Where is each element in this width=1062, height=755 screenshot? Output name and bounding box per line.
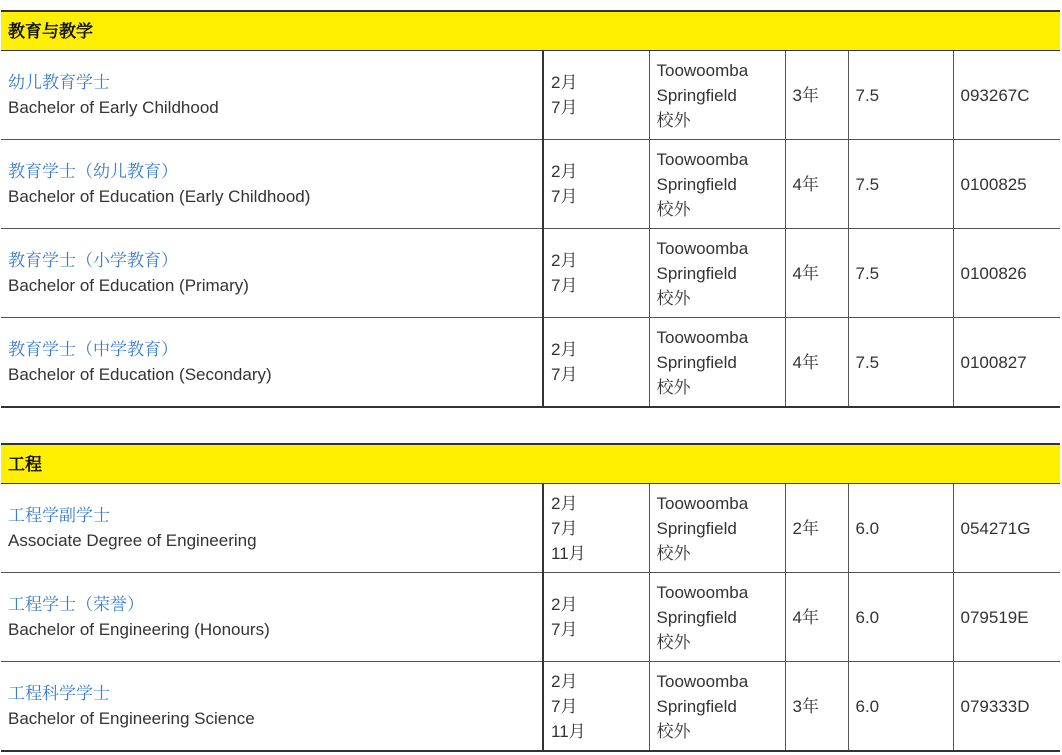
cricos-cell: 0100825 xyxy=(953,140,1060,229)
intake-month: 7月 xyxy=(551,518,578,538)
program-name-en: Bachelor of Engineering (Honours) xyxy=(8,620,270,639)
program-link[interactable]: 工程学副学士 xyxy=(8,506,110,525)
intake-month: 7月 xyxy=(551,98,578,117)
duration-cell: 3年 xyxy=(785,51,848,140)
program-link[interactable]: 工程科学学士 xyxy=(8,684,110,703)
campus-name: 校外 xyxy=(656,110,691,130)
campus-cell xyxy=(649,573,785,662)
table-row xyxy=(1,229,1060,318)
campus-name: Toowoomba xyxy=(656,238,749,258)
intake-month: 7月 xyxy=(551,276,578,295)
program-name-en: Associate Degree of Engineering xyxy=(8,531,257,550)
campus-cell xyxy=(649,318,785,408)
intake-month: 11月 xyxy=(551,543,586,563)
campus-name: 校外 xyxy=(656,543,691,563)
table-row xyxy=(1,318,1060,408)
campus-cell xyxy=(649,140,785,229)
table-row xyxy=(1,140,1060,229)
program-link[interactable]: 教育学士（中学教育） xyxy=(8,340,178,359)
intake-month: 2月 xyxy=(551,162,578,181)
cricos-cell: 079519E xyxy=(953,573,1060,662)
duration-cell: 2年 xyxy=(785,484,848,573)
campus-name: 校外 xyxy=(656,377,691,397)
campus-name: Springfield xyxy=(656,85,737,105)
intake-month: 2月 xyxy=(551,493,578,513)
campus-name: Toowoomba xyxy=(656,60,749,80)
section-engineering xyxy=(1,443,1060,752)
intake-cell xyxy=(543,662,649,752)
intake-month: 2月 xyxy=(551,340,578,359)
section-education xyxy=(1,10,1060,408)
duration-cell: 4年 xyxy=(785,318,848,408)
duration-cell: 3年 xyxy=(785,662,848,752)
program-name-en: Bachelor of Education (Secondary) xyxy=(8,365,272,384)
campus-cell xyxy=(649,229,785,318)
program-link[interactable]: 工程学士（荣誉） xyxy=(8,595,144,614)
program-name-en: Bachelor of Engineering Science xyxy=(8,709,255,728)
ielts-cell: 7.5 xyxy=(848,229,953,318)
campus-name: Toowoomba xyxy=(656,493,749,513)
campus-name: Springfield xyxy=(656,607,737,627)
intake-month: 2月 xyxy=(551,671,578,691)
cricos-cell: 054271G xyxy=(953,484,1060,573)
campus-name: 校外 xyxy=(656,288,691,308)
program-name-cell xyxy=(1,318,543,408)
program-name-en: Bachelor of Education (Primary) xyxy=(8,276,249,295)
section-title: 工程 xyxy=(1,444,1060,484)
ielts-cell: 6.0 xyxy=(848,484,953,573)
intake-cell xyxy=(543,140,649,229)
intake-month: 7月 xyxy=(551,187,578,206)
campus-name: Toowoomba xyxy=(656,149,749,169)
cricos-cell: 079333D xyxy=(953,662,1060,752)
intake-month: 2月 xyxy=(551,251,578,270)
intake-month: 7月 xyxy=(551,696,578,716)
campus-name: Springfield xyxy=(656,174,737,194)
campus-cell xyxy=(649,662,785,752)
intake-cell xyxy=(543,51,649,140)
intake-month: 7月 xyxy=(551,620,578,639)
intake-cell xyxy=(543,318,649,408)
intake-cell xyxy=(543,484,649,573)
campus-name: 校外 xyxy=(656,632,691,652)
campus-name: Springfield xyxy=(656,352,737,372)
campus-name: 校外 xyxy=(656,721,691,741)
section-title: 教育与教学 xyxy=(1,11,1060,51)
programs-table-education xyxy=(1,10,1060,408)
programs-table-engineering xyxy=(1,443,1060,752)
duration-cell: 4年 xyxy=(785,573,848,662)
program-name-cell xyxy=(1,229,543,318)
cricos-cell: 0100827 xyxy=(953,318,1060,408)
duration-cell: 4年 xyxy=(785,140,848,229)
program-name-en: Bachelor of Early Childhood xyxy=(8,98,219,117)
program-name-cell xyxy=(1,484,543,573)
campus-name: 校外 xyxy=(656,199,691,219)
program-name-en: Bachelor of Education (Early Childhood) xyxy=(8,187,311,206)
program-link[interactable]: 幼儿教育学士 xyxy=(8,73,110,92)
table-row xyxy=(1,573,1060,662)
ielts-cell: 7.5 xyxy=(848,140,953,229)
campus-name: Toowoomba xyxy=(656,582,749,602)
cricos-cell: 093267C xyxy=(953,51,1060,140)
ielts-cell: 7.5 xyxy=(848,318,953,408)
ielts-cell: 6.0 xyxy=(848,573,953,662)
program-name-cell xyxy=(1,51,543,140)
campus-cell xyxy=(649,51,785,140)
campus-name: Springfield xyxy=(656,263,737,283)
intake-month: 7月 xyxy=(551,365,578,384)
ielts-cell: 7.5 xyxy=(848,51,953,140)
campus-name: Toowoomba xyxy=(656,327,749,347)
campus-name: Toowoomba xyxy=(656,671,749,691)
campus-name: Springfield xyxy=(656,696,737,716)
table-row xyxy=(1,662,1060,752)
table-row xyxy=(1,51,1060,140)
table-row xyxy=(1,484,1060,573)
campus-name: Springfield xyxy=(656,518,737,538)
intake-cell xyxy=(543,229,649,318)
campus-cell xyxy=(649,484,785,573)
intake-month: 2月 xyxy=(551,595,578,614)
cricos-cell: 0100826 xyxy=(953,229,1060,318)
ielts-cell: 6.0 xyxy=(848,662,953,752)
program-name-cell xyxy=(1,140,543,229)
intake-month: 11月 xyxy=(551,721,586,741)
duration-cell: 4年 xyxy=(785,229,848,318)
program-link[interactable]: 教育学士（幼儿教育） xyxy=(8,162,178,181)
program-name-cell xyxy=(1,573,543,662)
intake-month: 2月 xyxy=(551,73,578,92)
intake-cell xyxy=(543,573,649,662)
program-link[interactable]: 教育学士（小学教育） xyxy=(8,251,178,270)
program-name-cell xyxy=(1,662,543,752)
